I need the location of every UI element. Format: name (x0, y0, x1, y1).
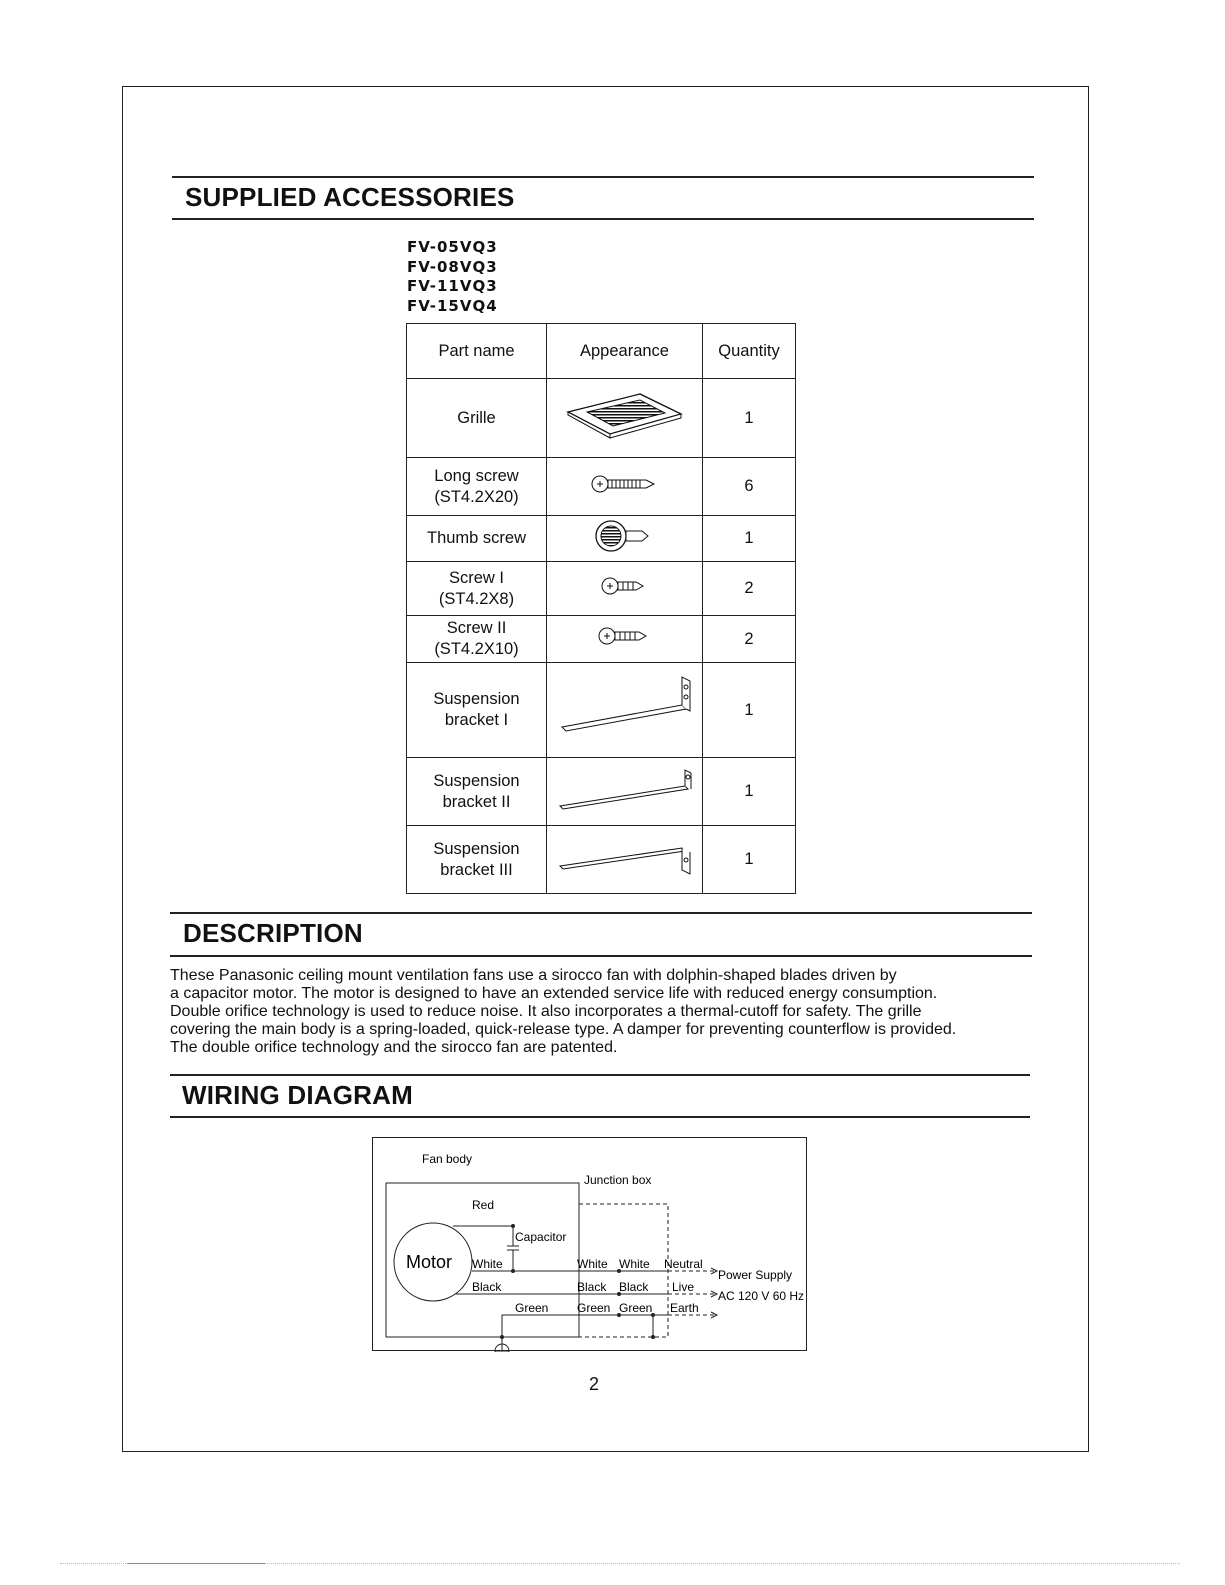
divider (170, 1116, 1030, 1118)
ac-rating-label: AC 120 V 60 Hz (718, 1289, 805, 1303)
description-line: These Panasonic ceiling mount ventilation fans use a sirocco fan with dolphin-shaped blades driven by (170, 967, 897, 984)
model: FV-05VQ3 (407, 238, 498, 256)
quantity: 1 (703, 379, 796, 458)
part-name: Grille (407, 379, 547, 458)
part-spec: (ST4.2X20) (434, 487, 519, 506)
bracket-icon (547, 758, 703, 826)
capacitor-label: Capacitor (515, 1230, 567, 1244)
quantity: 1 (703, 826, 796, 894)
quantity: 2 (703, 616, 796, 663)
part-name: Long screw (434, 466, 519, 485)
part-spec: (ST4.2X10) (434, 640, 519, 658)
table-row (407, 379, 796, 458)
table-row (407, 758, 796, 826)
part-spec: bracket III (440, 860, 513, 879)
wire-label: Black (472, 1280, 502, 1294)
wire-label: White (619, 1257, 650, 1271)
power-supply-label: Power Supply (718, 1268, 793, 1282)
model-list (407, 238, 498, 316)
wire-label: Green (577, 1301, 611, 1315)
model: FV-15VQ4 (407, 296, 498, 315)
page-number: 2 (589, 1374, 600, 1394)
quantity: 1 (703, 516, 796, 562)
wire-label: White (577, 1257, 608, 1271)
divider (170, 955, 1032, 957)
quantity: 2 (703, 562, 796, 616)
part-spec: (ST4.2X8) (438, 589, 515, 608)
wire-label: Black (577, 1280, 607, 1294)
neutral-label: Neutral (664, 1257, 703, 1271)
column-header: Quantity (703, 324, 796, 379)
description-text (170, 967, 1070, 1057)
part-spec: bracket I (444, 711, 509, 729)
table-header (407, 324, 796, 379)
description-line: covering the main body is a spring-loaded, quick-release type. A damper for preventing counterflow is provided. (170, 1021, 957, 1038)
description-line: a capacitor motor. The motor is designed to have an extended service life with reduced energy consumption. (170, 985, 938, 1002)
quantity: 1 (703, 663, 796, 758)
table-row (407, 516, 796, 562)
divider (172, 218, 1034, 220)
column-header: Appearance (547, 324, 703, 379)
screw-icon (547, 616, 703, 663)
motor-label: Motor (405, 1252, 453, 1272)
wire-label: Black (619, 1280, 649, 1294)
part-name: Suspension (433, 690, 520, 708)
section-heading-accessories: SUPPLIED ACCESSORIES (185, 182, 515, 212)
part-spec: bracket II (442, 792, 511, 811)
wire-label: White (472, 1257, 503, 1271)
table-row (407, 458, 796, 516)
divider (172, 176, 1034, 178)
divider (170, 1074, 1030, 1076)
bracket-icon (547, 663, 703, 758)
table-row (407, 826, 796, 894)
bracket-icon (547, 826, 703, 894)
table-row (407, 616, 796, 663)
table-row (407, 562, 796, 616)
part-name: Suspension (433, 771, 520, 790)
wire-label: Red (472, 1198, 495, 1212)
description-line: The double orifice technology and the sirocco fan are patented. (170, 1039, 618, 1056)
wiring-diagram (372, 1137, 808, 1352)
quantity: 6 (703, 458, 796, 516)
grille-icon (547, 379, 703, 458)
live-label: Live (672, 1280, 695, 1294)
fan-body-label: Fan body (422, 1152, 473, 1166)
screw-icon (547, 562, 703, 616)
section-heading-description: DESCRIPTION (183, 918, 363, 948)
earth-label: Earth (670, 1301, 699, 1315)
part-name: Screw I (448, 568, 504, 587)
junction-box-label: Junction box (584, 1173, 652, 1187)
table-row (407, 663, 796, 758)
model: FV-11VQ3 (407, 277, 498, 295)
part-name: Thumb screw (407, 516, 547, 562)
wire-label: Green (619, 1301, 653, 1315)
wire-label: Green (515, 1301, 549, 1315)
description-line: Double orifice technology is used to reduce noise. It also incorporates a thermal-cutoff for safety. The grille (170, 1003, 922, 1020)
quantity: 1 (703, 758, 796, 826)
column-header: Part name (407, 324, 547, 379)
accessories-table (406, 323, 796, 894)
model: FV-08VQ3 (407, 257, 498, 276)
long-screw-icon (547, 458, 703, 516)
section-heading-wiring: WIRING DIAGRAM (182, 1080, 413, 1110)
divider (170, 912, 1032, 914)
part-name: Screw II (446, 619, 507, 637)
scan-line-accent (127, 1563, 265, 1564)
thumb-screw-icon (547, 516, 703, 562)
part-name: Suspension (433, 839, 520, 858)
